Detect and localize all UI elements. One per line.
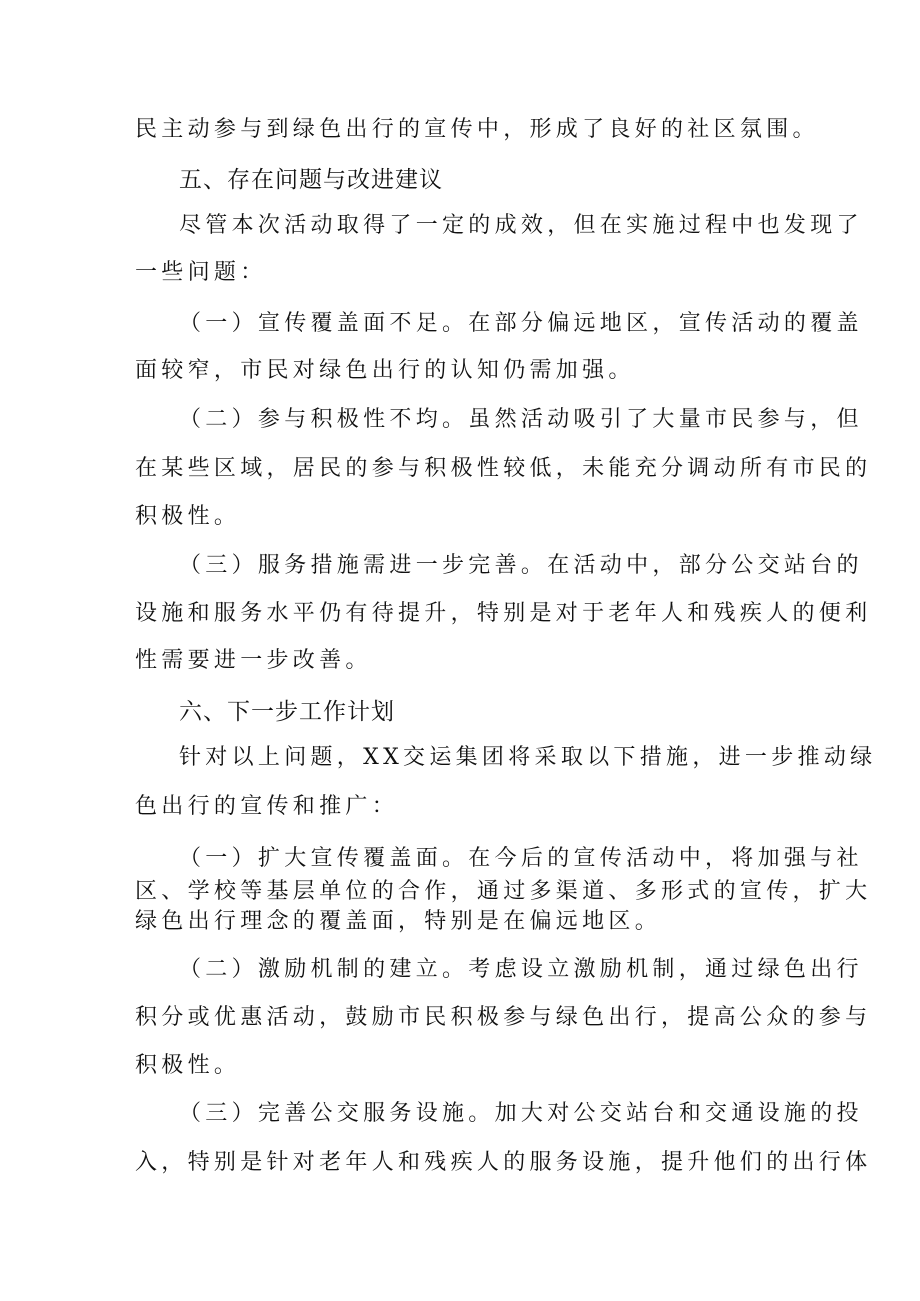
paragraph-line: 积极性。: [135, 1053, 241, 1078]
paragraph-line: 在某些区域，居民的参与积极性较低，未能充分调动所有市民的: [135, 456, 872, 481]
paragraph-line: 性需要进一步改善。: [135, 648, 372, 673]
paragraph-line: 针对以上问题，XX交运集团将采取以下措施，进一步推动绿: [179, 745, 877, 770]
section-heading: 六、下一步工作计划: [179, 699, 395, 725]
paragraph-line: 区、学校等基层单位的合作，通过多渠道、多形式的宣传，扩大: [135, 879, 872, 904]
paragraph-line: （一）宣传覆盖面不足。在部分偏远地区，宣传活动的覆盖: [179, 311, 863, 336]
section-heading: 五、存在问题与改进建议: [179, 167, 443, 193]
paragraph-line: 积分或优惠活动，鼓励市民积极参与绿色出行，提高公众的参与: [135, 1005, 872, 1030]
paragraph-line: （三）服务措施需进一步完善。在活动中，部分公交站台的: [179, 553, 863, 578]
paragraph-line: 入，特别是针对老年人和残疾人的服务设施，提升他们的出行体: [135, 1150, 872, 1175]
paragraph-line: 色出行的宣传和推广：: [135, 794, 399, 819]
paragraph-line: （二）参与积极性不均。虽然活动吸引了大量市民参与，但: [179, 407, 863, 432]
paragraph-line: 尽管本次活动取得了一定的成效，但在实施过程中也发现了: [179, 213, 863, 238]
paragraph-line: 积极性。: [135, 504, 241, 529]
paragraph-line: （二）激励机制的建立。考虑设立激励机制，通过绿色出行: [179, 957, 863, 982]
paragraph-line: 绿色出行理念的覆盖面，特别是在偏远地区。: [135, 909, 662, 934]
paragraph-line: 设施和服务水平仍有待提升，特别是对于老年人和残疾人的便利: [135, 601, 872, 626]
paragraph-line: （一）扩大宣传覆盖面。在今后的宣传活动中，将加强与社: [179, 846, 863, 871]
paragraph-line: 面较窄，市民对绿色出行的认知仍需加强。: [135, 358, 635, 383]
paragraph-line: 一些问题：: [135, 260, 267, 285]
paragraph-line: 民主动参与到绿色出行的宣传中，形成了良好的社区氛围。: [135, 117, 819, 142]
paragraph-line: （三）完善公交服务设施。加大对公交站台和交通设施的投: [179, 1101, 863, 1126]
